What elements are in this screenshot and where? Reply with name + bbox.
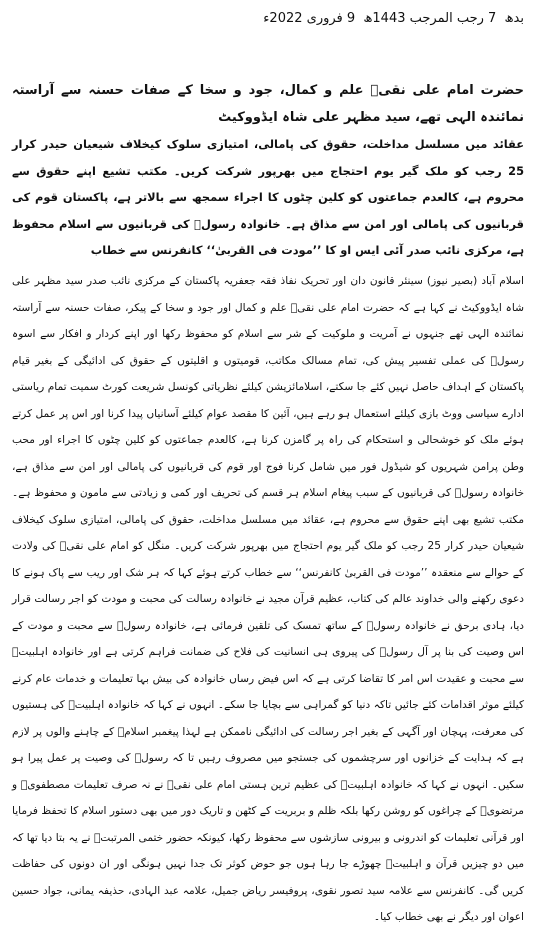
weekday: بدھ	[504, 11, 524, 26]
hijri-date: 7 رجب المرجب 1443ھ	[363, 11, 497, 26]
gregorian-date: 9 فروری 2022ء	[263, 11, 356, 26]
headline-summary: عقائد میں مسلسل مداخلت، حقوق کی پامالی، امتیازی سلوک کیخلاف شیعیان حیدر کرار 25 رجب کو ملک گیر یوم احتجاج میں بھرپور شرکت کریں۔ مکتب تشیع اپنے حقوق سے محروم ہے، کالعدم جماعتوں کو کلین چٹوں کا اجراء سمجھ سے بالاتر ہے، پاکستان قوم کی قربانیوں کی پامالی اور امن سے مذاق ہے۔ خانوادہ رسولؐ کی قربانیوں سے اسلام محفوظ ہے، مرکزی نائب صدر آئی ایس او کا ’’مودت فی القربیٰ‘‘ کانفرنس سے خطاب	[12, 137, 524, 257]
article-body-block	[12, 268, 524, 923]
headline-title: حضرت امام علی نقیؑ علم و کمال، جود و سخا کے صفات حسنہ سے آراستہ نمائندہ الہی تھے، سید مظہر علی شاہ ایڈووکیٹ	[12, 83, 524, 125]
article-body: اسلام آباد (بصیر نیوز) سینئر قانون دان اور تحریک نفاذ فقہ جعفریہ پاکستان کے مرکزی نائب صدر سید مظہر علی شاہ ایڈووکیٹ نے کہا ہے کہ حضرت امام علی نقیؑ علم و کمال اور جود و سخا کے پیکر، صفات حسنہ سے آراستہ نمائندہ الہی تھے جنہوں نے آمریت و ملوکیت کے شر سے اسلام کو محفوظ رکھا اور اپنے کردار و افکار سے اسوہ رسولؐ کی عملی تفسیر پیش کی، تمام مسالک مکاتب، قومیتوں و اقلیتوں کے حقوق کی ادائیگی کے بغیر قیام پاکستان کے اہداف حاصل نہیں کئے جا سکتے، اسلامائزیشن کیلئے نظریاتی کونسل شریعت کورٹ سمیت تمام ریاستی ادارے سیاسی ووٹ بازی کیلئے استعمال ہو رہے ہیں، آئین کا مقصد عوام کیلئے آسانیاں پیدا کرنا اور اس پر عمل کرتے ہوئے ملک کو خوشحالی و استحکام کی راہ پر گامزن کرنا ہے، کالعدم جماعتوں کو کلین چٹوں کا اجراء اور محب وطن پرامن شہریوں کو شیڈول فور میں شامل کرنا فوج اور قوم کی قربانیوں کی پامالی اور امن سے مذاق ہے، خانوادہ رسولؐ کی قربانیوں کے سبب پیغام اسلام ہر قسم کی تحریف اور کمی و زیادتی سے مامون و محفوظ ہے۔ مکتب تشیع بھی اپنے حقوق سے محروم ہے، عقائد میں مسلسل مداخلت، حقوق کی پامالی، امتیازی سلوک کیخلاف شیعیان حیدر کرار 25 رجب کو ملک گیر یوم احتجاج میں بھرپور شرکت کریں۔ منگل کو امام علی نقیؑ کی ولادت کے حوالے سے منعقدہ ’’مودت فی القربیٰ کانفرنس‘‘ سے خطاب کرتے ہوئے کہا کہ ہر شک اور ریب سے پاک ہونے کا دعوی رکھنے والی خداوند عالم کی کتاب، عظیم قرآن مجید نے خانوادہ رسالت کی محبت و مودت کو اجر رسالت قرار دیا، ہادی برحق نے خانوادہ رسولؐ کے ساتھ تمسک کی تلقین فرمائی ہے، خانوادہ رسولؐ سے محبت و مودت کے اس وصیت کی بنا پر آل رسولؐ کی پیروی ہی انسانیت کی فلاح کی ضمانت فراہم کرتی ہے اور خانوادہ اہلبیتؑ سے محبت و عقیدت اس امر کا تقاضا کرتی ہے کہ اس فیض رساں خانوادہ کی بیش بہا تعلیمات و خدمات عام کرنے کیلئے موثر اقدامات کئے جائیں تاکہ دنیا کو گمراہی سے بچایا جا سکے۔ انہوں نے کہا کہ خانوادہ اہلبیتؑ کی ہستیوں کی معرفت، پہچان اور آگہی کے بغیر اجر رسالت کی ادائیگی ناممکن ہے لہذا پیغمبر اسلامؐ کے چاہنے والوں پر لازم ہے کہ ہدایت کے خزانوں اور سرچشموں کی جستجو میں مصروف رہیں تا کہ رسولؐ کی وصیت پر عمل پیرا ہو سکیں۔ انہوں نے کہا کہ خانوادہ اہلبیتؑ کی عظیم ترین ہستی امام علی نقیؑ نے نہ صرف تعلیمات مصطفویؐ و مرتضویؑ کے چراغوں کو روشن رکھا بلکہ ظلم و بربریت کے کٹھن و تاریک دور میں بھی دستور اسلام کا تحفظ فرمایا اور قرآنی تعلیمات کو اندرونی و بیرونی سازشوں سے محفوظ رکھا، کیونکہ حضور ختمی المرتبتؐ نے یہ بتا دیا تھا کہ میں دو چیزیں قرآن و اہلبیتؑ چھوڑے جا رہا ہوں جو حوض کوثر تک جدا نہیں ہونگی اور ان دونوں کی حفاظت کریں گی۔ کانفرنس سے علامہ سید تصور نقوی، پروفیسر ریاض جمیل، علامہ عبد الہادی، حذیفہ یمانی، جواد حسین اعوان اور دیگر نے بھی خطاب کیا۔	[12, 275, 524, 923]
dateline	[12, 10, 524, 30]
headline-block	[12, 78, 524, 257]
